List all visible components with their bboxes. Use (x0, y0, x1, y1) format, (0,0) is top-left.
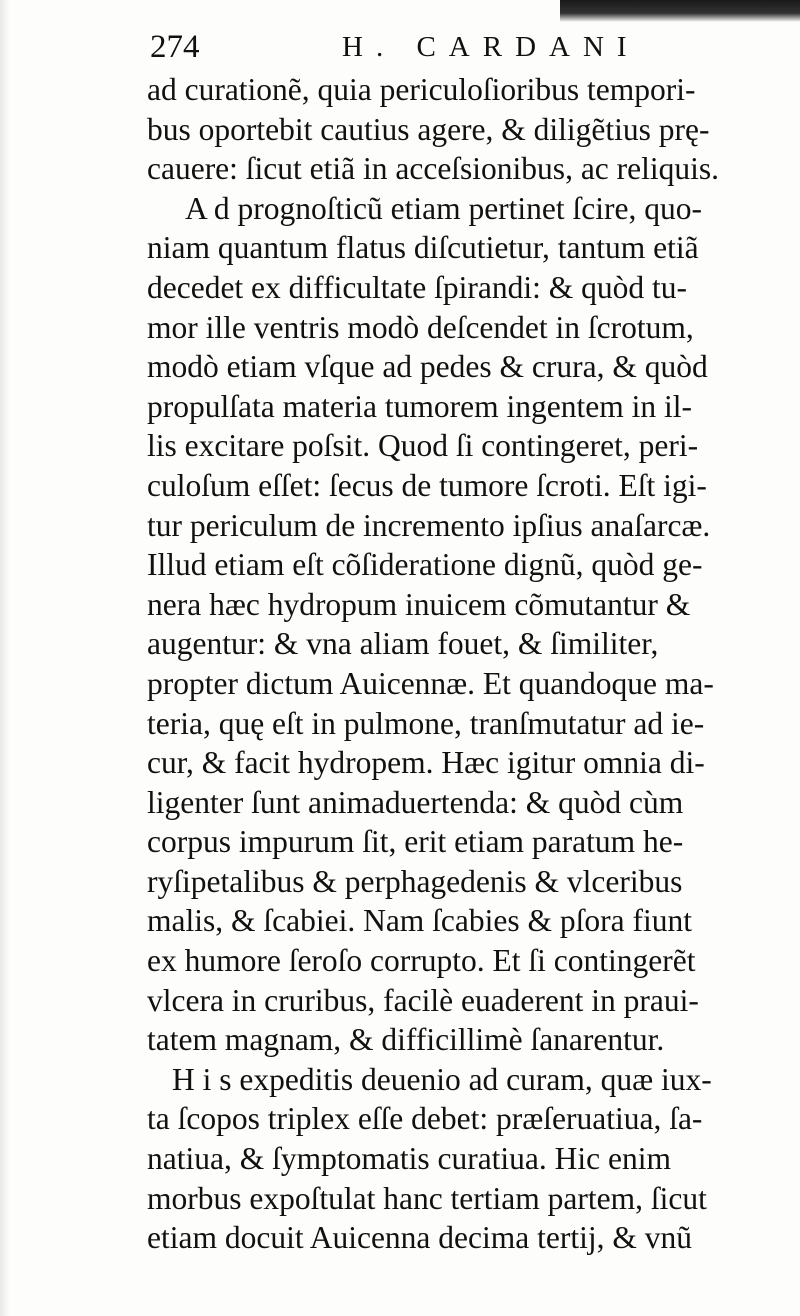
text-line: lis excitare poſsit. Quod ſi contingeret, peri- (147, 428, 699, 464)
text-line: ad curationẽ, quia periculoſioribus tempori- (147, 72, 696, 107)
paragraph-start-line: A d prognoſticũ etiam pertinet ſcire, quo- (185, 190, 702, 226)
running-title: H. CARDANI (342, 31, 640, 63)
text-line: cauere: ſicut etiã in acceſsionibus, ac reliquis. (147, 151, 720, 187)
paragraph-start-line: H i s expeditis deuenio ad curam, quæ iux- (172, 1061, 712, 1097)
text-line: tatem magnam, & difficillimè ſanarentur. (147, 1022, 665, 1058)
text-line: decedet ex difficultate ſpirandi: & quòd tu- (147, 269, 687, 305)
scan-shadow-top (560, 0, 800, 22)
text-line: augentur: & vna aliam fouet, & ſimiliter, (147, 626, 659, 662)
text-line: propulſata materia tumorem ingentem in il- (147, 388, 692, 424)
text-line: cur, & facit hydropem. Hæc igitur omnia di- (147, 745, 705, 781)
page-header (150, 24, 740, 72)
text-line: mor ille ventris modò deſcendet in ſcrotum, (147, 309, 694, 345)
text-line: ex humore ſeroſo corrupto. Et ſi contingerẽt (147, 943, 696, 979)
text-line: corpus impurum ſit, erit etiam paratum he- (147, 824, 684, 860)
text-line: bus oportebit cautius agere, & diligẽtius prę- (147, 111, 710, 147)
text-line: natiua, & ſymptomatis curatiua. Hic enim (147, 1141, 671, 1177)
text-line: etiam docuit Auicenna decima tertij, & vnũ (147, 1220, 692, 1256)
text-line: propter dictum Auicennæ. Et quandoque ma- (147, 665, 714, 701)
text-line: culoſum eſſet: ſecus de tumore ſcroti. Eſt igi- (147, 467, 707, 503)
text-line: morbus expoſtulat hanc tertiam partem, ſicut (147, 1180, 707, 1216)
text-line: Illud etiam eſt cõſideratione dignũ, quòd ge- (147, 547, 703, 583)
text-line: vlcera in cruribus, facilè euaderent in praui- (147, 982, 699, 1018)
text-line: modò etiam vſque ad pedes & crura, & quòd (147, 349, 708, 385)
text-line: tur periculum de incremento ipſius anaſarcæ. (147, 507, 711, 543)
text-line: niam quantum flatus diſcutietur, tantum etiã (147, 230, 699, 266)
text-line: ligenter ſunt animaduertenda: & quòd cùm (147, 784, 684, 820)
text-line: ryſipetalibus & perphagedenis & vlceribus (147, 863, 683, 899)
text-line: ta ſcopos triplex eſſe debet: præſeruatiua, ſa- (147, 1101, 703, 1137)
page-number: 274 (150, 29, 200, 65)
text-line: teria, quę eſt in pulmone, tranſmutatur ad ie- (147, 705, 705, 741)
text-line: nera hæc hydropum inuicem cõmutantur & (147, 586, 691, 622)
text-line: malis, & ſcabiei. Nam ſcabies & pſora fiunt (147, 903, 692, 939)
body-text (147, 70, 747, 1258)
scan-shadow-left (0, 0, 10, 1316)
